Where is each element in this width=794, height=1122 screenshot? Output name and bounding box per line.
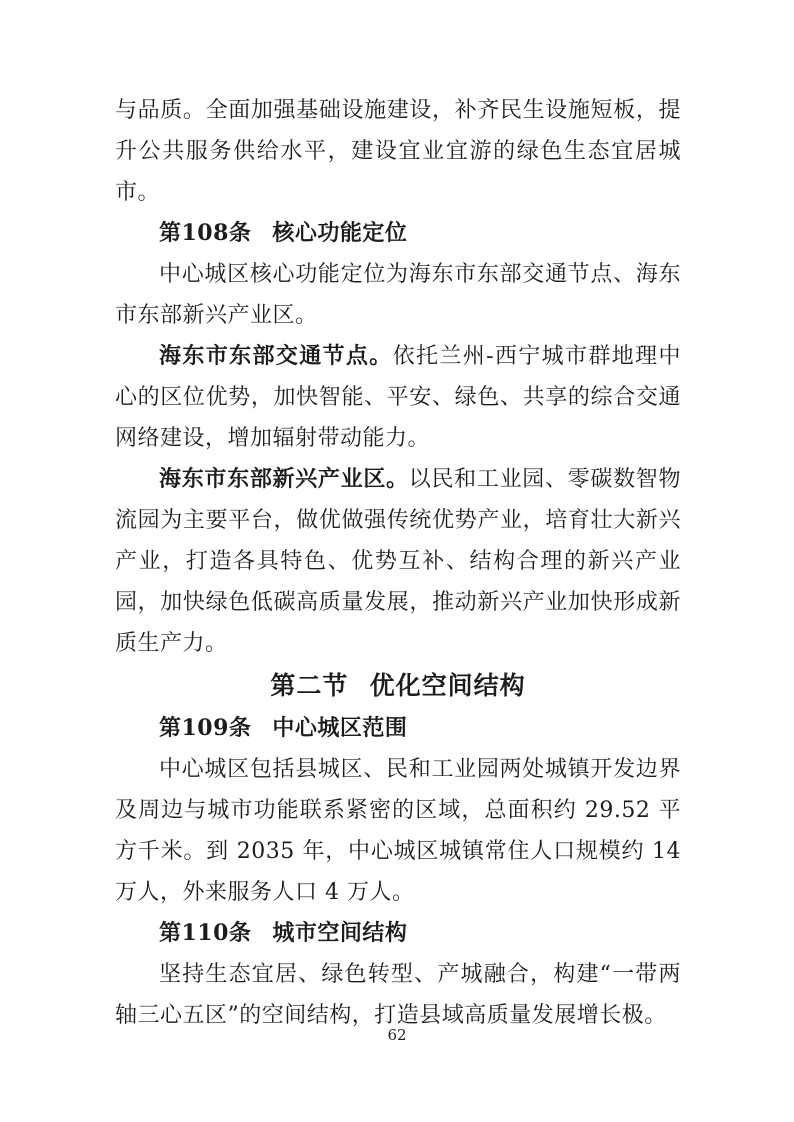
paragraph: 中心城区包括县城区、民和工业园两处城镇开发边界及周边与城市功能联系紧密的区域，总面积约 29.52 平方千米。到 2035 年，中心城区城镇常住人口规模约 14 万人，外来服务人口 4 万人。 <box>115 757 681 905</box>
paragraph-lead: 海东市东部交通节点。 <box>159 343 393 369</box>
paragraph: 坚持生态宜居、绿色转型、产城融合，构建“一带两轴三心五区”的空间结构，打造县域高质量发展增长极。 <box>115 962 681 1028</box>
document-body <box>115 90 681 1036</box>
page-number: 62 <box>387 1026 407 1044</box>
section-label: 第二节 <box>270 671 349 700</box>
paragraph-lead: 海东市东部新兴产业区。 <box>159 466 409 492</box>
article-heading <box>115 708 681 749</box>
section-title: 优化空间结构 <box>369 671 526 700</box>
paragraph: 海东市东部交通节点。依托兰州-西宁城市群地理中心的区位优势，加快智能、平安、绿色、共享的综合交通网络建设，增加辐射带动能力。 <box>115 343 681 451</box>
article-number: 第110条 <box>159 920 252 946</box>
paragraph: 与品质。全面加强基础设施建设，补齐民生设施短板，提升公共服务供给水平，建设宜业宜游的绿色生态宜居城市。 <box>115 98 681 205</box>
article-title: 城市空间结构 <box>272 920 408 946</box>
paragraph: 海东市东部新兴产业区。以民和工业园、零碳数智物流园为主要平台，做优做强传统优势产业，培育壮大新兴产业，打造各具特色、优势互补、结构合理的新兴产业园，加快绿色低碳高质量发展，推动新兴产业加快形成新质生产力。 <box>115 466 681 656</box>
article-heading <box>115 913 681 954</box>
paragraph: 中心城区核心功能定位为海东市东部交通节点、海东市东部新兴产业区。 <box>115 262 681 328</box>
article-title: 核心功能定位 <box>272 220 408 246</box>
article-title: 中心城区范围 <box>272 715 408 741</box>
section-heading <box>115 664 681 708</box>
article-number: 第108条 <box>159 220 252 246</box>
article-heading <box>115 213 681 254</box>
article-number: 第109条 <box>159 715 252 741</box>
